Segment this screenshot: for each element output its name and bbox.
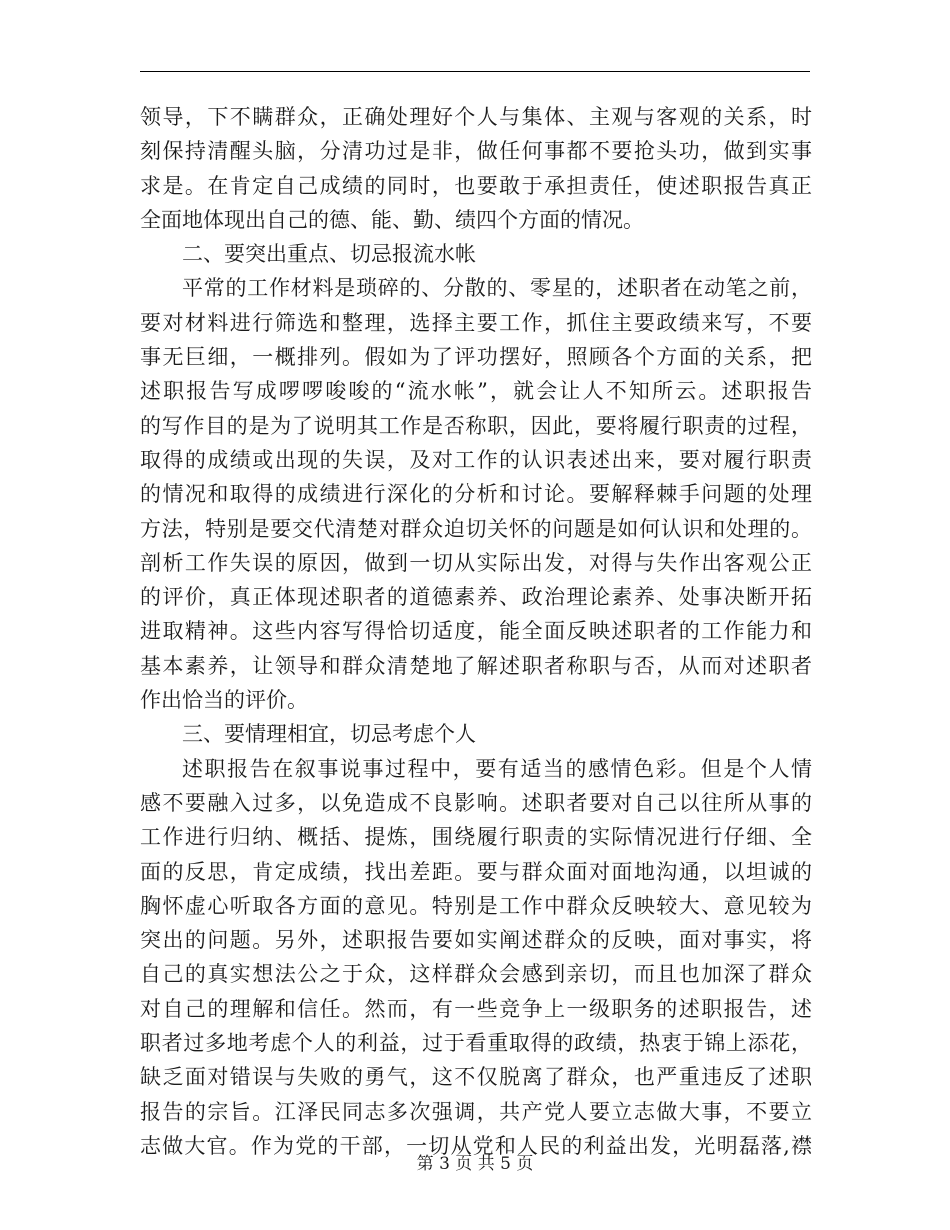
text-line: 职者过多地考虑个人的利益，过于看重取得的政绩，热衷于锦上添花， (140, 1031, 812, 1056)
text-line: 要对材料进行筛选和整理，选择主要工作，抓住主要政绩来写，不要 (140, 310, 812, 335)
text-line: 对自己的理解和信任。然而，有一些竞争上一级职务的述职报告，述 (140, 996, 812, 1021)
text-line: 述职报告写成啰啰唆唆的“流水帐”，就会让人不知所云。述职报告 (140, 379, 812, 404)
text-line: 胸怀虚心听取各方面的意见。特别是工作中群众反映较大、意见较为 (140, 893, 812, 918)
body-text (140, 100, 812, 1163)
text-line: 基本素养，让领导和群众清楚地了解述职者称职与否，从而对述职者 (140, 653, 812, 678)
text-line: 的情况和取得的成绩进行深化的分析和讨论。要解释棘手问题的处理 (140, 482, 812, 507)
text-line: 工作进行归纳、概括、提炼，围绕履行职责的实际情况进行仔细、全 (140, 825, 812, 850)
header-rule (140, 71, 810, 72)
text-line: 刻保持清醒头脑，分清功过是非，做任何事都不要抢头功，做到实事 (140, 139, 812, 164)
text-line: 的写作目的是为了说明其工作是否称职，因此，要将履行职责的过程， (140, 413, 812, 438)
text-line: 方法，特别是要交代清楚对群众迫切关怀的问题是如何认识和处理的。 (140, 516, 812, 541)
text-line: 报告的宗旨。江泽民同志多次强调，共产党人要立志做大事，不要立 (140, 1099, 812, 1124)
text-line: 缺乏面对错误与失败的勇气，这不仅脱离了群众，也严重违反了述职 (140, 1065, 812, 1090)
text-line: 剖析工作失误的原因，做到一切从实际出发，对得与失作出客观公正 (140, 550, 812, 575)
text-line: 取得的成绩或出现的失误，及对工作的认识表述出来，要对履行职责 (140, 447, 812, 472)
text-line: 事无巨细，一概排列。假如为了评功摆好，照顾各个方面的关系，把 (140, 345, 812, 370)
section-heading: 二、要突出重点、切忌报流水帐 (182, 242, 476, 267)
text-line: 感不要融入过多，以免造成不良影响。述职者要对自己以往所从事的 (140, 790, 812, 815)
text-line: 全面地体现出自己的德、能、勤、绩四个方面的情况。 (140, 207, 644, 232)
page-number: 第 3 页 共 5 页 (416, 1154, 534, 1174)
text-line: 作出恰当的评价。 (140, 688, 308, 713)
section-heading: 三、要情理相宜，切忌考虑个人 (182, 722, 476, 747)
text-line: 面的反思，肯定成绩，找出差距。要与群众面对面地沟通，以坦诚的 (140, 859, 812, 884)
text-line: 进取精神。这些内容写得恰切适度，能全面反映述职者的工作能力和 (140, 619, 812, 644)
text-line: 志做大官。作为党的干部，一切从党和人民的利益出发，光明磊落,襟 (140, 1133, 812, 1158)
text-line: 的评价，真正体现述职者的道德素养、政治理论素养、处事决断开拓 (140, 585, 812, 610)
text-line: 求是。在肯定自己成绩的同时，也要敢于承担责任，使述职报告真正 (140, 173, 812, 198)
text-line: 突出的问题。另外，述职报告要如实阐述群众的反映，面对事实，将 (140, 928, 812, 953)
text-line: 自己的真实想法公之于众，这样群众会感到亲切，而且也加深了群众 (140, 962, 812, 987)
text-line: 领导，下不瞒群众，正确处理好个人与集体、主观与客观的关系，时 (140, 105, 812, 129)
text-line: 平常的工作材料是琐碎的、分散的、零星的，述职者在动笔之前， (182, 276, 812, 301)
text-line: 述职报告在叙事说事过程中，要有适当的感情色彩。但是个人情 (182, 756, 812, 781)
